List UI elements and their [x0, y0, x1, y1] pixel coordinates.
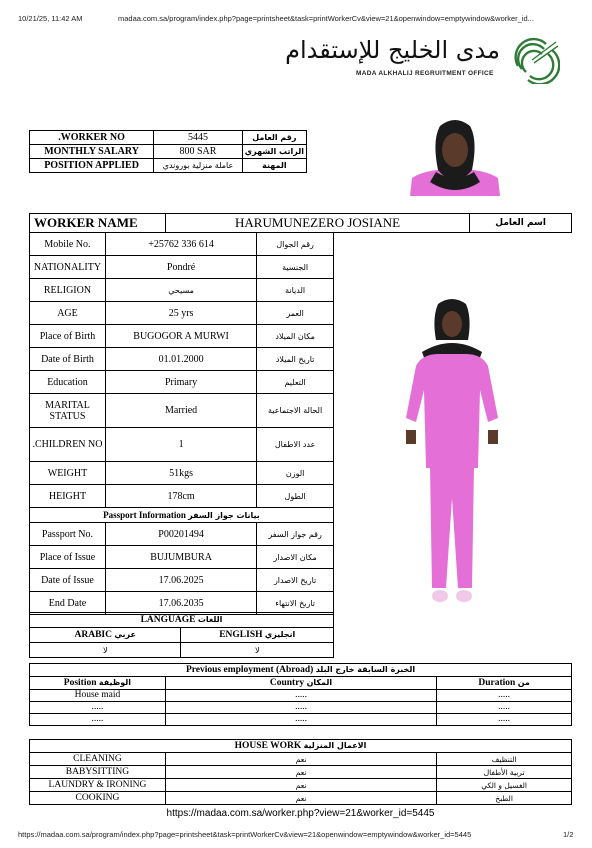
english-level-value: لا — [181, 643, 334, 658]
print-header-url: madaa.com.sa/program/index.php?page=printsheet&task=printWorkerCv&view=21&openwindow=emptywindow&worker_id... — [118, 14, 534, 23]
children-label: .CHILDREN NO — [30, 428, 106, 462]
previous-country: ..... — [165, 702, 436, 714]
passport-no-value: P00201494 — [105, 523, 256, 546]
passport-title — [30, 508, 334, 523]
height-ar: الطول — [257, 485, 334, 508]
house-work-row — [30, 792, 572, 805]
country-col-en: Country — [269, 678, 305, 688]
children-ar: عدد الاطفال — [257, 428, 334, 462]
logo-arabic-text: مدى الخليج للإستقدام — [285, 36, 500, 64]
weight-value: 51kgs — [105, 462, 256, 485]
detail-row — [30, 394, 334, 428]
salary-value: 800 SAR — [154, 145, 243, 159]
birthplace-label: Place of Birth — [30, 325, 106, 348]
nationality-ar: الجنسية — [257, 256, 334, 279]
english-label-en: ENGLISH — [219, 630, 263, 640]
previous-position: ..... — [30, 714, 166, 726]
house-work-title-en: HOUSE WORK — [234, 741, 302, 751]
language-header-row — [30, 613, 334, 628]
position-value: عاملة منزلية بوروندي — [154, 159, 243, 173]
end-date-ar: تاريخ الانتهاء — [257, 592, 334, 615]
house-work-row — [30, 753, 572, 766]
arabic-label-en: ARABIC — [74, 630, 112, 640]
worker-portrait-photo — [408, 110, 502, 196]
end-date-label: End Date — [30, 592, 106, 615]
language-title-en: LANGUAGE — [140, 615, 196, 625]
marital-label: MARITAL STATUS — [30, 394, 106, 428]
religion-value: مسيحي — [105, 279, 256, 302]
previous-country: ..... — [165, 714, 436, 726]
language-table — [29, 612, 334, 658]
detail-row — [30, 256, 334, 279]
worker-name-value: HARUMUNEZERO JOSIANE — [165, 214, 469, 233]
house-work-ar: الطبخ — [437, 792, 572, 805]
house-work-ar: الغسيل و الكي — [437, 779, 572, 792]
nationality-label: NATIONALITY — [30, 256, 106, 279]
passport-title-ar: بيانات جواز السفر — [188, 511, 260, 520]
detail-row — [30, 462, 334, 485]
previous-title-row — [30, 664, 572, 677]
previous-position: ..... — [30, 702, 166, 714]
language-values-row — [30, 643, 334, 658]
weight-label: WEIGHT — [30, 462, 106, 485]
language-title — [30, 613, 334, 628]
children-value: 1 — [105, 428, 256, 462]
print-footer-url: https://madaa.com.sa/program/index.php?page=printsheet&task=printWorkerCv&view=21&openwindow=emptywindow&worker_id=5445 — [18, 830, 472, 839]
logo-english-text: MADA ALKHALIJ REGRUITMENT OFFICE — [356, 70, 494, 77]
house-work-row — [30, 766, 572, 779]
detail-row — [30, 302, 334, 325]
salary-ar: الراتب الشهري — [242, 145, 306, 159]
marital-value: Married — [105, 394, 256, 428]
dob-label: Date of Birth — [30, 348, 106, 371]
issue-date-value: 17.06.2025 — [105, 569, 256, 592]
religion-ar: الديانة — [257, 279, 334, 302]
house-work-row — [30, 779, 572, 792]
house-work-en: COOKING — [30, 792, 166, 805]
worker-no-row — [30, 131, 307, 145]
birthplace-ar: مكان الميلاد — [257, 325, 334, 348]
worker-no-ar: رقم العامل — [242, 131, 306, 145]
country-column-header — [165, 677, 436, 690]
house-work-title-row — [30, 740, 572, 753]
house-work-ar: تربية الأطفال — [437, 766, 572, 779]
detail-row — [30, 485, 334, 508]
arabic-label-ar: عربي — [114, 630, 136, 639]
country-col-ar: المكان — [306, 678, 333, 687]
previous-title-ar: الخبرة السابقة خارج البلد — [315, 665, 416, 674]
position-row — [30, 159, 307, 173]
language-english-header — [181, 628, 334, 643]
previous-duration: ..... — [437, 702, 572, 714]
education-value: Primary — [105, 371, 256, 394]
issue-place-value: BUJUMBURA — [105, 546, 256, 569]
worker-name-row — [30, 214, 572, 233]
house-work-en: LAUNDRY & IRONING — [30, 779, 166, 792]
age-label: AGE — [30, 302, 106, 325]
passport-row — [30, 523, 334, 546]
issue-place-ar: مكان الاصدار — [257, 546, 334, 569]
position-label: POSITION APPLIED — [30, 159, 154, 173]
position-col-ar: الوظيفة — [98, 678, 132, 687]
previous-employment-table — [29, 663, 572, 726]
position-col-en: Position — [63, 678, 97, 688]
logo-emblem-icon — [510, 36, 560, 84]
salary-row — [30, 145, 307, 159]
previous-title-en: Previous employment (Abroad) — [185, 665, 314, 675]
house-work-value: نعم — [165, 792, 436, 805]
salary-label: MONTHLY SALARY — [30, 145, 154, 159]
worker-full-body-photo — [402, 298, 502, 616]
worker-no-label: .WORKER NO — [30, 131, 154, 145]
passport-row — [30, 546, 334, 569]
age-ar: العمر — [257, 302, 334, 325]
house-work-value: نعم — [165, 779, 436, 792]
previous-row — [30, 714, 572, 726]
previous-row — [30, 702, 572, 714]
previous-header-row — [30, 677, 572, 690]
worker-no-value: 5445 — [154, 131, 243, 145]
duration-col-ar: من — [517, 678, 530, 687]
previous-country: ..... — [165, 690, 436, 702]
marital-ar: الحالة الاجتماعية — [257, 394, 334, 428]
position-column-header — [30, 677, 166, 690]
education-label: Education — [30, 371, 106, 394]
house-work-title-ar: الاعمال المنزلية — [303, 741, 367, 750]
duration-column-header — [437, 677, 572, 690]
house-work-ar: التنظيف — [437, 753, 572, 766]
previous-position: House maid — [30, 690, 166, 702]
language-arabic-header — [30, 628, 181, 643]
detail-row — [30, 371, 334, 394]
detail-row — [30, 279, 334, 302]
passport-no-label: Passport No. — [30, 523, 106, 546]
birthplace-value: BUGOGOR A MURWI — [105, 325, 256, 348]
duration-col-en: Duration — [478, 678, 516, 688]
education-ar: التعليم — [257, 371, 334, 394]
end-date-value: 17.06.2035 — [105, 592, 256, 615]
mobile-label: Mobile No. — [30, 233, 106, 256]
dob-value: 01.01.2000 — [105, 348, 256, 371]
house-work-value: نعم — [165, 766, 436, 779]
previous-duration: ..... — [437, 714, 572, 726]
worker-name-label: WORKER NAME — [30, 214, 166, 233]
summary-table — [29, 130, 307, 173]
passport-title-en: Passport Information — [103, 510, 186, 520]
detail-row — [30, 325, 334, 348]
nationality-value: Pondré — [105, 256, 256, 279]
weight-ar: الوزن — [257, 462, 334, 485]
issue-date-ar: تاريخ الاصدار — [257, 569, 334, 592]
passport-row — [30, 569, 334, 592]
height-value: 178cm — [105, 485, 256, 508]
detail-row — [30, 348, 334, 371]
page-number: 1/2 — [563, 830, 574, 839]
company-logo — [285, 36, 568, 86]
previous-title — [30, 664, 572, 677]
issue-date-label: Date of Issue — [30, 569, 106, 592]
worker-name-ar: اسم العامل — [470, 214, 572, 233]
language-title-ar: اللغات — [197, 615, 223, 624]
passport-section-header — [30, 508, 334, 523]
house-work-title — [30, 740, 572, 753]
issue-place-label: Place of Issue — [30, 546, 106, 569]
house-work-table — [29, 739, 572, 805]
previous-row — [30, 690, 572, 702]
print-datetime: 10/21/25, 11:42 AM — [18, 14, 83, 23]
language-columns-row — [30, 628, 334, 643]
details-table — [29, 232, 334, 615]
age-value: 25 yrs — [105, 302, 256, 325]
passport-no-ar: رقم جواز السفر — [257, 523, 334, 546]
religion-label: RELIGION — [30, 279, 106, 302]
mobile-value: +25762 336 614 — [105, 233, 256, 256]
arabic-level-value: لا — [30, 643, 181, 658]
house-work-value: نعم — [165, 753, 436, 766]
height-label: HEIGHT — [30, 485, 106, 508]
worker-name-table — [29, 213, 572, 233]
house-work-en: CLEANING — [30, 753, 166, 766]
detail-row — [30, 428, 334, 462]
previous-duration: ..... — [437, 690, 572, 702]
house-work-en: BABYSITTING — [30, 766, 166, 779]
position-ar: المهنة — [242, 159, 306, 173]
worker-profile-link[interactable]: https://madaa.com.sa/worker.php?view=21&worker_id=5445 — [166, 808, 435, 819]
english-label-ar: انجليزي — [264, 630, 296, 639]
dob-ar: تاريخ الميلاد — [257, 348, 334, 371]
detail-row — [30, 233, 334, 256]
mobile-ar: رقم الجوال — [257, 233, 334, 256]
